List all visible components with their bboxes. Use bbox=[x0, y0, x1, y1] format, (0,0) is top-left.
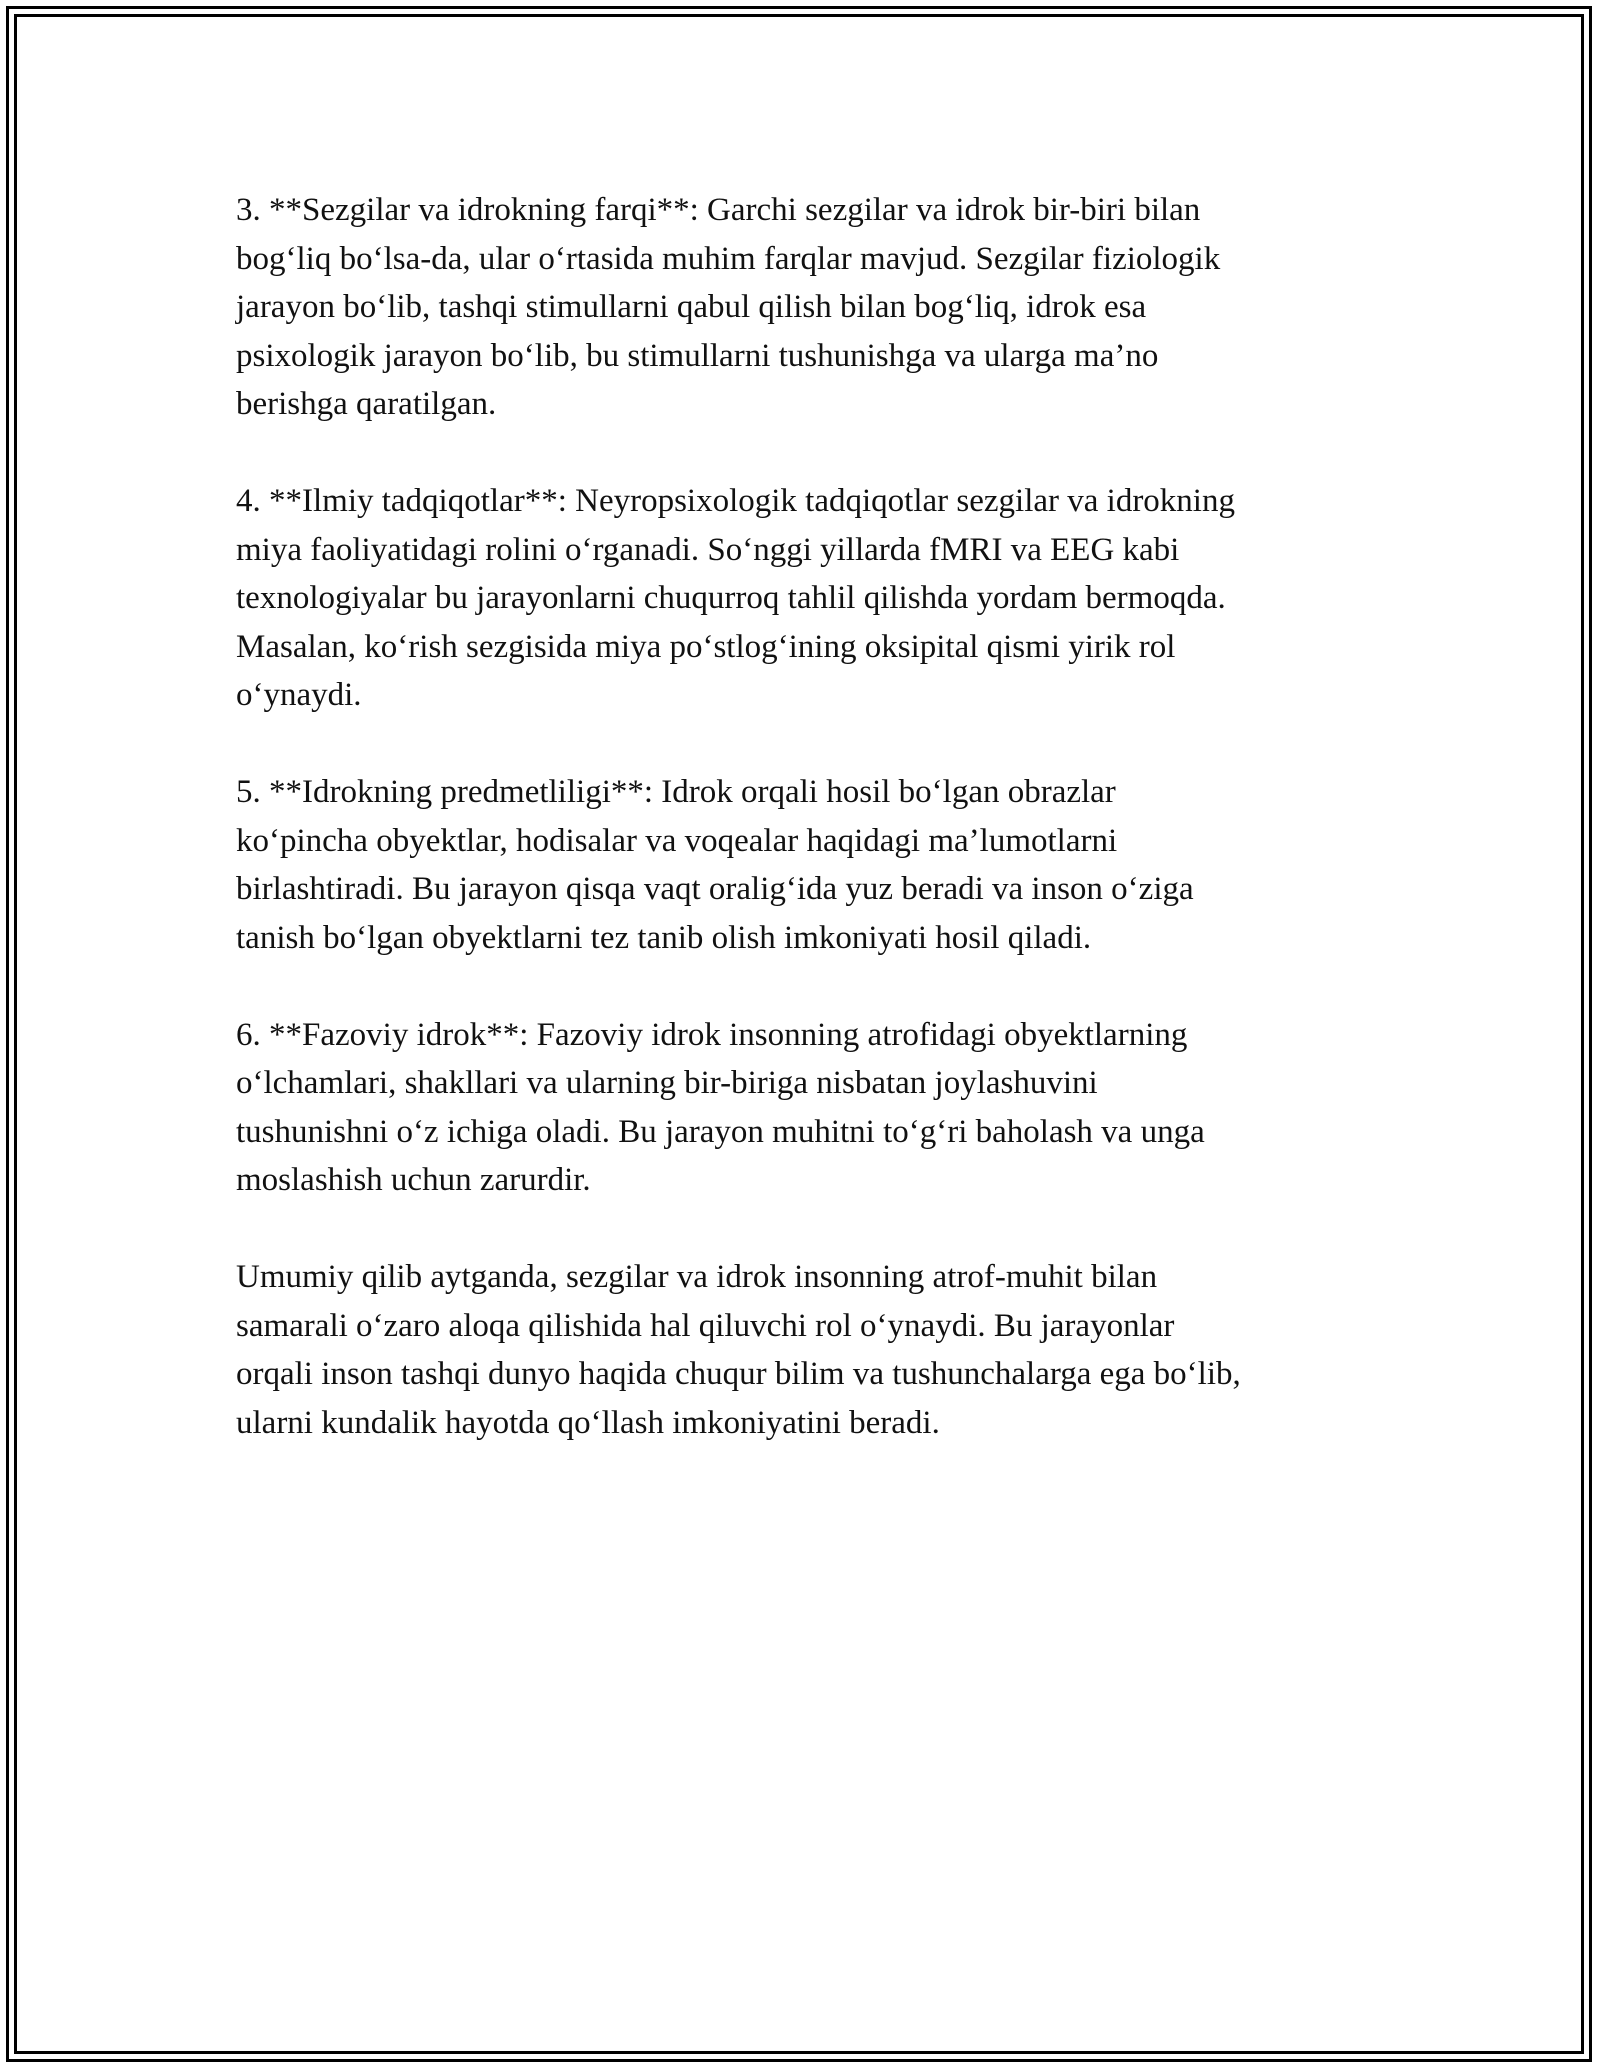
paragraph-5-idrokning-predmetliligi: 5. **Idrokning predmetliligi**: Idrok orqali hosil bo‘lgan obrazlar ko‘pincha obyektlar, hodisalar va voqealar haqidagi ma’lumotlarni birlashtiradi. Bu jarayon qisqa vaqt oralig‘ida yuz beradi va inson o‘ziga tanish bo‘lgan obyektlarni tez tanib olish imkoniyati hosil qiladi. bbox=[236, 774, 1194, 956]
paragraph-4-ilmiy-tadqiqotlar: 4. **Ilmiy tadqiqotlar**: Neyropsixologik tadqiqotlar sezgilar va idrokning miya faoliyatidagi rolini o‘rganadi. So‘nggi yillarda fMRI va EEG kabi texnologiyalar bu jarayonlarni chuqurroq tahlil qilishda yordam bermoqda. Masalan, ko‘rish sezgisida miya po‘stlog‘ining oksipital qismi yirik rol o‘ynaydi. bbox=[236, 483, 1235, 713]
paragraph-conclusion: Umumiy qilib aytganda, sezgilar va idrok insonning atrof-muhit bilan samarali o‘zaro aloqa qilishida hal qiluvchi rol o‘ynaydi. Bu jarayonlar orqali inson tashqi dunyo haqida chuqur bilim va tushunchalarga ega bo‘lib, ularni kundalik hayotda qo‘llash imkoniyatini beradi. bbox=[236, 1259, 1241, 1441]
paragraph-3-sezgilar-va-idrokning-farqi: 3. **Sezgilar va idrokning farqi**: Garchi sezgilar va idrok bir-biri bilan bog‘liq bo‘lsa-da, ular o‘rtasida muhim farqlar mavjud. Sezgilar fiziologik jarayon bo‘lib, tashqi stimullarni qabul qilish bilan bog‘liq, idrok esa psixologik jarayon bo‘lib, bu stimullarni tushunishga va ularga ma’no berishga qaratilgan. bbox=[236, 192, 1221, 422]
document-body bbox=[236, 186, 1366, 1496]
paragraph-6-fazoviy-idrok: 6. **Fazoviy idrok**: Fazoviy idrok insonning atrofidagi obyektlarning o‘lchamlari, shakllari va ularning bir-biriga nisbatan joylashuvini tushunishni o‘z ichiga oladi. Bu jarayon muhitni to‘g‘ri baholash va unga moslashish uchun zarurdir. bbox=[236, 1016, 1205, 1198]
